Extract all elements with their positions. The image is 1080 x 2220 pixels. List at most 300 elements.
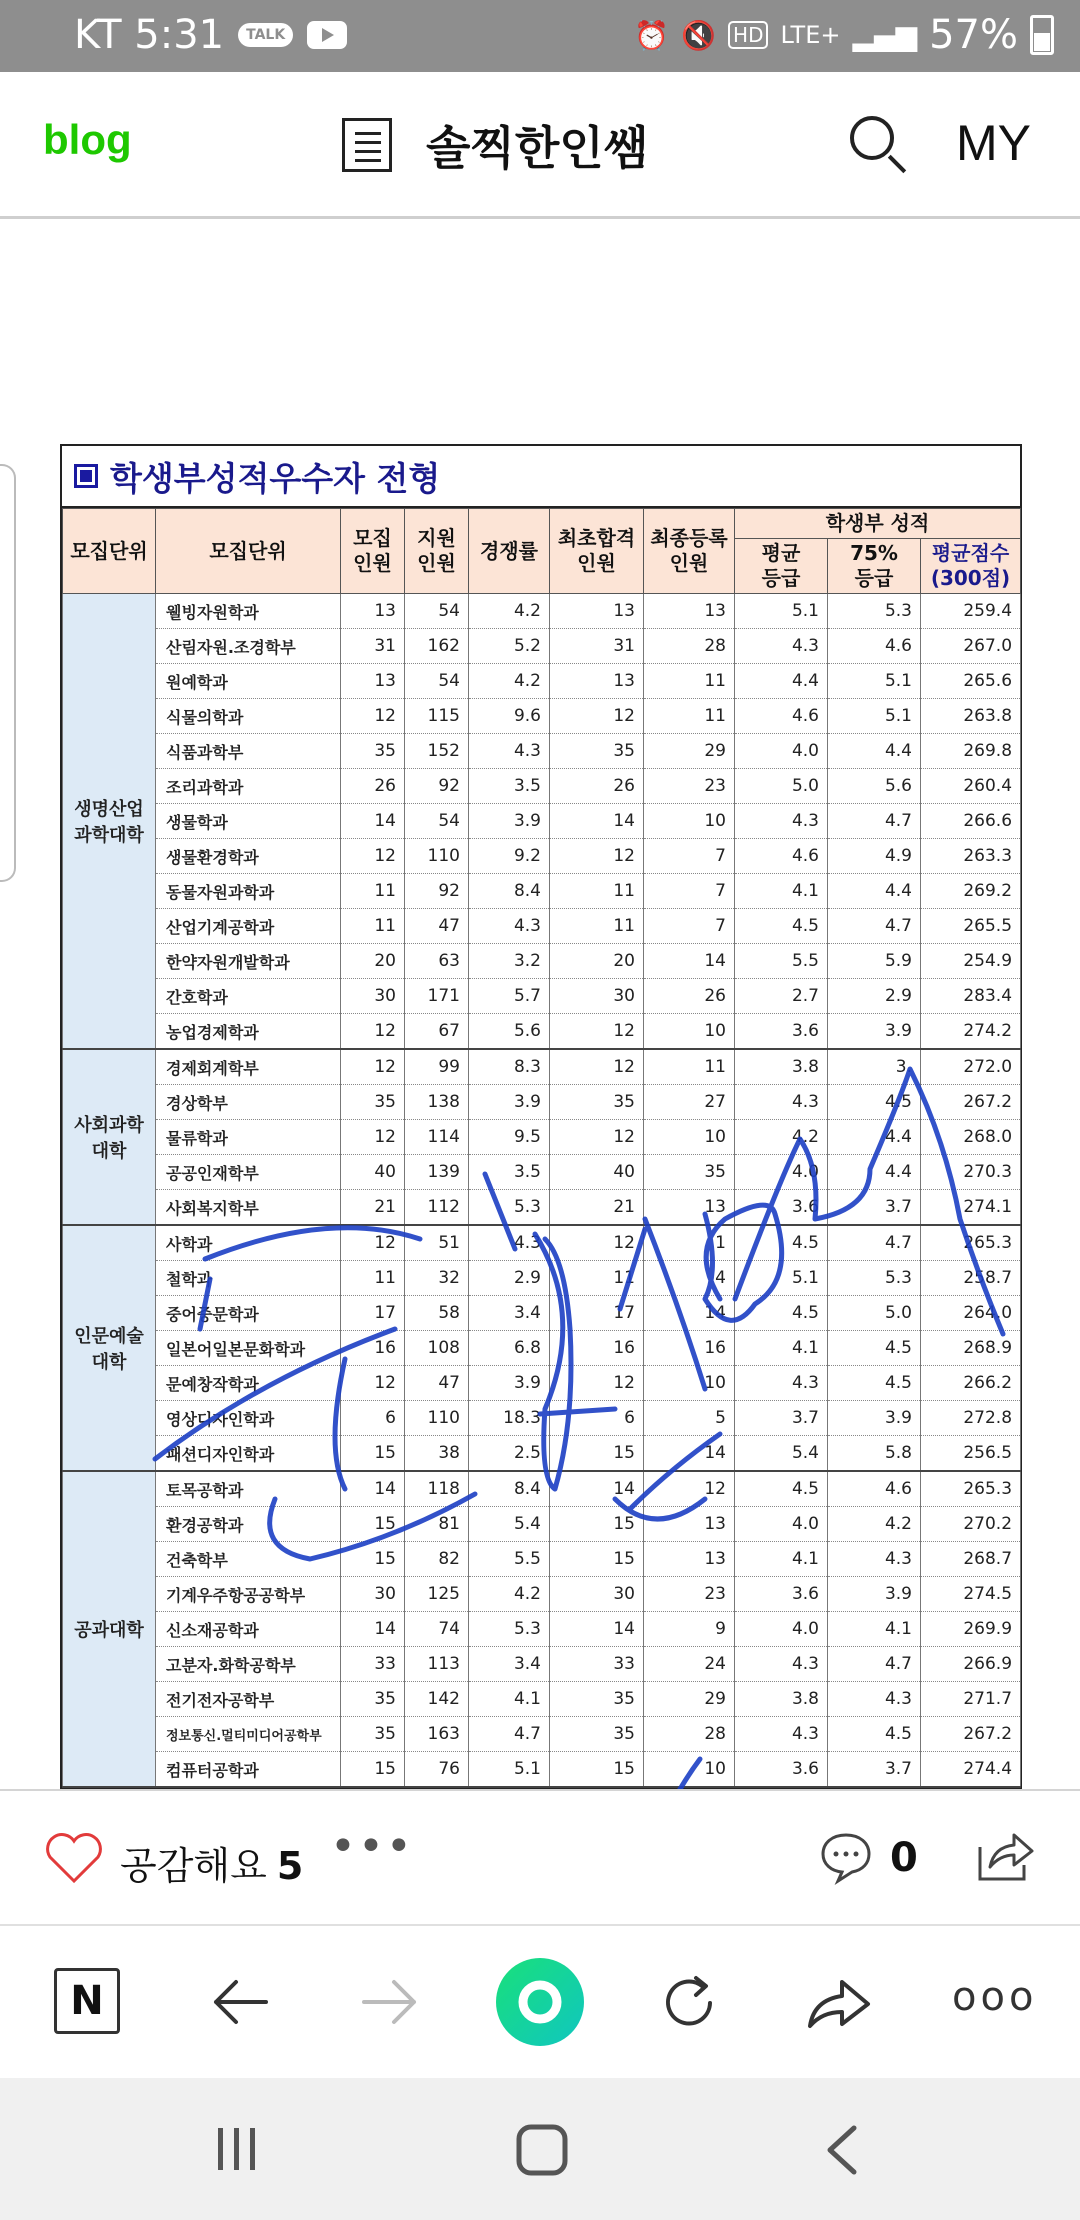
table-row <box>63 1049 1021 1085</box>
value-cell: 2.7 <box>735 979 828 1014</box>
value-cell: 14 <box>644 1296 735 1331</box>
my-button[interactable]: MY <box>956 115 1031 171</box>
value-cell: 10 <box>644 1752 735 1788</box>
value-cell: 35 <box>644 1155 735 1190</box>
header-ratio: 경쟁률 <box>469 509 550 594</box>
value-cell: 3.8 <box>735 1049 828 1085</box>
value-cell: 15 <box>341 1542 405 1577</box>
value-cell: 35 <box>341 1717 405 1752</box>
dept-cell: 중어중문학과 <box>156 1296 341 1331</box>
value-cell: 3.8 <box>735 1682 828 1717</box>
value-cell: 11 <box>341 874 405 909</box>
value-cell: 4.3 <box>735 1717 828 1752</box>
dept-cell: 식품과학부 <box>156 734 341 769</box>
value-cell: 29 <box>644 734 735 769</box>
value-cell: 35 <box>341 1682 405 1717</box>
value-cell: 266.6 <box>921 804 1021 839</box>
value-cell: 67 <box>405 1014 469 1050</box>
value-cell: 4.7 <box>828 1647 921 1682</box>
search-icon[interactable] <box>850 116 894 160</box>
value-cell: 3.6 <box>735 1752 828 1788</box>
table-row <box>63 1647 1021 1682</box>
value-cell: 15 <box>550 1436 644 1472</box>
value-cell: 8.3 <box>469 1049 550 1085</box>
value-cell: 4.3 <box>735 804 828 839</box>
value-cell: 5.9 <box>828 944 921 979</box>
value-cell: 269.2 <box>921 874 1021 909</box>
value-cell: 4.2 <box>469 1577 550 1612</box>
value-cell: 15 <box>341 1507 405 1542</box>
dept-cell: 생물학과 <box>156 804 341 839</box>
value-cell: 7 <box>644 874 735 909</box>
value-cell: 12 <box>341 1120 405 1155</box>
dept-cell: 고분자.화학공학부 <box>156 1647 341 1682</box>
value-cell: 38 <box>405 1436 469 1472</box>
value-cell: 10 <box>644 1014 735 1050</box>
value-cell: 4.3 <box>828 1542 921 1577</box>
comment-count: 0 <box>890 1835 918 1881</box>
table-row <box>63 1612 1021 1647</box>
value-cell: 283.4 <box>921 979 1021 1014</box>
value-cell: 4.3 <box>469 1225 550 1261</box>
value-cell: 5.5 <box>469 1542 550 1577</box>
value-cell: 11 <box>550 909 644 944</box>
value-cell: 3.6 <box>735 1577 828 1612</box>
value-cell: 5.1 <box>735 1261 828 1296</box>
value-cell: 16 <box>644 1331 735 1366</box>
value-cell: 35 <box>550 734 644 769</box>
value-cell: 139 <box>405 1155 469 1190</box>
value-cell: 4.1 <box>828 1612 921 1647</box>
dept-cell: 경상학부 <box>156 1085 341 1120</box>
value-cell: 4.7 <box>469 1717 550 1752</box>
value-cell: 5.4 <box>735 1436 828 1472</box>
value-cell: 11 <box>341 909 405 944</box>
value-cell: 1 <box>644 1225 735 1261</box>
like-count: 5 <box>276 1844 304 1888</box>
dept-cell: 건축학부 <box>156 1542 341 1577</box>
naver-home-button[interactable] <box>54 1968 120 2034</box>
value-cell: 4.1 <box>735 874 828 909</box>
table-row <box>63 629 1021 664</box>
value-cell: 3.9 <box>469 1085 550 1120</box>
value-cell: 15 <box>550 1542 644 1577</box>
dept-cell: 신소재공학과 <box>156 1612 341 1647</box>
value-cell: 12 <box>341 839 405 874</box>
dept-cell: 전기전자공학부 <box>156 1682 341 1717</box>
value-cell: 7 <box>644 839 735 874</box>
value-cell: 35 <box>550 1682 644 1717</box>
kakaotalk-icon: TALK <box>238 23 293 47</box>
value-cell: 4.5 <box>735 1296 828 1331</box>
value-cell: 40 <box>550 1155 644 1190</box>
value-cell: 12 <box>341 1014 405 1050</box>
value-cell: 4.0 <box>735 1612 828 1647</box>
value-cell: 110 <box>405 1401 469 1436</box>
value-cell: 266.9 <box>921 1647 1021 1682</box>
header-college: 모집단위 <box>63 509 156 594</box>
youtube-icon <box>307 21 347 49</box>
value-cell: 9 <box>644 1612 735 1647</box>
like-label: 공감해요 <box>120 1844 267 1888</box>
value-cell: 15 <box>550 1507 644 1542</box>
value-cell: 13 <box>644 594 735 629</box>
table-row <box>63 1085 1021 1120</box>
value-cell: 92 <box>405 874 469 909</box>
like-button[interactable] <box>120 1835 303 1890</box>
value-cell: 23 <box>644 769 735 804</box>
table-row <box>63 1190 1021 1226</box>
table-row <box>63 1542 1021 1577</box>
value-cell: 3.9 <box>828 1577 921 1612</box>
status-bar <box>0 0 1080 72</box>
value-cell: 266.2 <box>921 1366 1021 1401</box>
value-cell: 4.0 <box>735 734 828 769</box>
value-cell: 4.6 <box>828 629 921 664</box>
dept-cell: 생물환경학과 <box>156 839 341 874</box>
value-cell: 125 <box>405 1577 469 1612</box>
side-handle[interactable] <box>0 464 16 882</box>
recent-apps-icon[interactable] <box>212 2124 262 2174</box>
header-avg-grade: 평균 등급 <box>735 539 828 594</box>
value-cell: 110 <box>405 839 469 874</box>
blog-logo[interactable]: blog <box>43 116 132 163</box>
value-cell: 31 <box>341 629 405 664</box>
value-cell: 3.5 <box>469 769 550 804</box>
square-bullet-icon <box>74 464 98 488</box>
value-cell: 3.7 <box>735 1401 828 1436</box>
value-cell: 14 <box>644 944 735 979</box>
value-cell: 11 <box>644 664 735 699</box>
hd-voice-icon: HD <box>728 21 768 49</box>
share-icon[interactable] <box>974 1827 1036 1885</box>
table-row <box>63 804 1021 839</box>
value-cell: 14 <box>550 1612 644 1647</box>
value-cell: 4.5 <box>828 1085 921 1120</box>
value-cell: 17 <box>341 1296 405 1331</box>
value-cell: 4.4 <box>828 1155 921 1190</box>
value-cell: 267.0 <box>921 629 1021 664</box>
value-cell: 13 <box>550 594 644 629</box>
dept-cell: 철학과 <box>156 1261 341 1296</box>
value-cell: 265.3 <box>921 1471 1021 1507</box>
value-cell: 4.7 <box>828 804 921 839</box>
value-cell: 4.3 <box>469 734 550 769</box>
value-cell: 99 <box>405 1049 469 1085</box>
dept-cell: 일본어일본문화학과 <box>156 1331 341 1366</box>
forward-arrow-icon[interactable] <box>360 1974 420 2030</box>
value-cell: 6.8 <box>469 1331 550 1366</box>
value-cell: 254.9 <box>921 944 1021 979</box>
value-cell: 258.7 <box>921 1261 1021 1296</box>
value-cell: 4.3 <box>735 1085 828 1120</box>
dept-cell: 패션디자인학과 <box>156 1436 341 1472</box>
value-cell: 3.5 <box>469 1155 550 1190</box>
value-cell: 4 <box>644 1261 735 1296</box>
browser-toolbar <box>0 1924 1080 2080</box>
value-cell: 6 <box>341 1401 405 1436</box>
dept-cell: 환경공학과 <box>156 1507 341 1542</box>
value-cell: 31 <box>550 629 644 664</box>
dept-cell: 컴퓨터공학과 <box>156 1752 341 1788</box>
value-cell: 268.7 <box>921 1542 1021 1577</box>
value-cell: 4.5 <box>735 1471 828 1507</box>
value-cell: 13 <box>341 594 405 629</box>
value-cell: 21 <box>550 1190 644 1226</box>
value-cell: 112 <box>405 1190 469 1226</box>
value-cell: 4.5 <box>828 1366 921 1401</box>
more-options-icon[interactable]: ••• <box>330 1821 414 1872</box>
table-row <box>63 1752 1021 1788</box>
value-cell: 28 <box>644 629 735 664</box>
table-row <box>63 734 1021 769</box>
value-cell: 10 <box>644 804 735 839</box>
value-cell: 54 <box>405 664 469 699</box>
value-cell: 6 <box>550 1401 644 1436</box>
table-row <box>63 1225 1021 1261</box>
value-cell: 162 <box>405 629 469 664</box>
signal-icon: ▂▄▆ <box>852 18 918 52</box>
value-cell: 3.4 <box>469 1647 550 1682</box>
table-row <box>63 1296 1021 1331</box>
value-cell: 272.8 <box>921 1401 1021 1436</box>
value-cell: 113 <box>405 1647 469 1682</box>
value-cell: 30 <box>341 979 405 1014</box>
post-content <box>0 219 1080 1789</box>
value-cell: 26 <box>341 769 405 804</box>
value-cell: 4.2 <box>469 664 550 699</box>
value-cell: 4.1 <box>735 1331 828 1366</box>
value-cell: 47 <box>405 909 469 944</box>
value-cell: 4.4 <box>828 734 921 769</box>
value-cell: 270.3 <box>921 1155 1021 1190</box>
value-cell: 14 <box>550 1471 644 1507</box>
header-avg-score: 평균점수 (300점) <box>921 539 1021 594</box>
value-cell: 270.2 <box>921 1507 1021 1542</box>
value-cell: 114 <box>405 1120 469 1155</box>
value-cell: 14 <box>341 1612 405 1647</box>
value-cell: 35 <box>341 734 405 769</box>
system-nav-bar <box>0 2078 1080 2220</box>
value-cell: 274.2 <box>921 1014 1021 1050</box>
value-cell: 3.9 <box>469 804 550 839</box>
value-cell: 138 <box>405 1085 469 1120</box>
table-row <box>63 839 1021 874</box>
college-cell: 인문예술 대학 <box>63 1225 156 1471</box>
value-cell: 4.5 <box>828 1331 921 1366</box>
value-cell: 265.6 <box>921 664 1021 699</box>
value-cell: 5.3 <box>828 594 921 629</box>
value-cell: 3.7 <box>828 1190 921 1226</box>
value-cell: 81 <box>405 1507 469 1542</box>
value-cell: 4.0 <box>735 1155 828 1190</box>
value-cell: 16 <box>550 1331 644 1366</box>
value-cell: 9.6 <box>469 699 550 734</box>
value-cell: 11 <box>550 874 644 909</box>
value-cell: 12 <box>550 839 644 874</box>
value-cell: 14 <box>550 804 644 839</box>
dept-cell: 원예학과 <box>156 664 341 699</box>
value-cell: 13 <box>341 664 405 699</box>
table-row <box>63 1155 1021 1190</box>
value-cell: 5.3 <box>469 1612 550 1647</box>
value-cell: 40 <box>341 1155 405 1190</box>
value-cell: 76 <box>405 1752 469 1788</box>
refresh-icon[interactable] <box>656 1970 722 2036</box>
share-arrow-icon[interactable] <box>804 1972 874 2032</box>
value-cell: 5.4 <box>469 1507 550 1542</box>
value-cell: 8.4 <box>469 1471 550 1507</box>
comment-icon[interactable] <box>818 1829 874 1885</box>
table-row <box>63 769 1021 804</box>
table-title: 학생부성적우수자 전형 <box>110 458 441 498</box>
value-cell: 274.4 <box>921 1752 1021 1788</box>
value-cell: 12 <box>341 1366 405 1401</box>
clock: KT 5:31 <box>74 12 225 58</box>
value-cell: 5.2 <box>469 629 550 664</box>
value-cell: 9.2 <box>469 839 550 874</box>
value-cell: 4.2 <box>828 1507 921 1542</box>
value-cell: 54 <box>405 804 469 839</box>
value-cell: 263.8 <box>921 699 1021 734</box>
value-cell: 54 <box>405 594 469 629</box>
browser-more-icon[interactable]: ooo <box>952 1974 1038 2020</box>
value-cell: 3.9 <box>828 1014 921 1050</box>
value-cell: 33 <box>550 1647 644 1682</box>
value-cell: 4.6 <box>828 1471 921 1507</box>
value-cell: 20 <box>341 944 405 979</box>
table-row <box>63 1577 1021 1612</box>
value-cell: 3.4 <box>469 1296 550 1331</box>
naver-n-icon: N <box>70 1978 104 2024</box>
value-cell: 4.5 <box>828 1717 921 1752</box>
value-cell: 267.2 <box>921 1717 1021 1752</box>
value-cell: 11 <box>644 699 735 734</box>
value-cell: 9.5 <box>469 1120 550 1155</box>
value-cell: 5.1 <box>828 699 921 734</box>
value-cell: 4.1 <box>469 1682 550 1717</box>
value-cell: 28 <box>644 1717 735 1752</box>
value-cell: 12 <box>550 1120 644 1155</box>
value-cell: 4.6 <box>735 839 828 874</box>
dept-cell: 정보통신.멀티미디어공학부 <box>156 1717 341 1752</box>
value-cell: 4.7 <box>828 1225 921 1261</box>
dept-cell: 사회복지학부 <box>156 1190 341 1226</box>
value-cell: 30 <box>550 1577 644 1612</box>
value-cell: 3.9 <box>469 1366 550 1401</box>
value-cell: 4.4 <box>735 664 828 699</box>
value-cell: 268.0 <box>921 1120 1021 1155</box>
home-icon[interactable] <box>514 2122 570 2178</box>
table-row <box>63 1471 1021 1507</box>
value-cell: 3.6 <box>735 1190 828 1226</box>
value-cell: 13 <box>644 1542 735 1577</box>
value-cell: 272.0 <box>921 1049 1021 1085</box>
blog-title[interactable]: 솔찍한인쌤 <box>426 121 649 175</box>
value-cell: 12 <box>550 1014 644 1050</box>
value-cell: 14 <box>644 1436 735 1472</box>
value-cell: 4.2 <box>735 1120 828 1155</box>
value-cell: 8.4 <box>469 874 550 909</box>
value-cell: 269.9 <box>921 1612 1021 1647</box>
value-cell: 12 <box>341 699 405 734</box>
value-cell: 24 <box>644 1647 735 1682</box>
battery-icon <box>1030 15 1054 55</box>
table-row <box>63 1507 1021 1542</box>
list-icon[interactable] <box>342 118 392 172</box>
blog-header <box>0 72 1080 219</box>
header-dept: 모집단위 <box>156 509 341 594</box>
dept-cell: 동물자원과학과 <box>156 874 341 909</box>
value-cell: 12 <box>644 1471 735 1507</box>
value-cell: 4.3 <box>735 1647 828 1682</box>
dept-cell: 웰빙자원학과 <box>156 594 341 629</box>
value-cell: 26 <box>644 979 735 1014</box>
value-cell: 260.4 <box>921 769 1021 804</box>
value-cell: 5.0 <box>828 1296 921 1331</box>
value-cell: 5.1 <box>469 1752 550 1788</box>
value-cell: 4.5 <box>735 1225 828 1261</box>
value-cell: 4.3 <box>735 629 828 664</box>
dept-cell: 영상디자인학과 <box>156 1401 341 1436</box>
battery-percent: 57% <box>929 12 1018 58</box>
green-dot-icon[interactable] <box>494 1956 586 2048</box>
dept-cell: 조리과학과 <box>156 769 341 804</box>
value-cell: 15 <box>550 1752 644 1788</box>
value-cell: 4.1 <box>735 1542 828 1577</box>
header-grade75: 75% 등급 <box>828 539 921 594</box>
value-cell: 2.9 <box>469 1261 550 1296</box>
mute-icon: 🔇 <box>681 18 717 52</box>
header-grade-group: 학생부 성적 <box>735 509 1021 539</box>
value-cell: 26 <box>550 769 644 804</box>
admission-table-image <box>60 444 1022 1790</box>
value-cell: 10 <box>644 1120 735 1155</box>
back-arrow-icon[interactable] <box>210 1974 270 2030</box>
dept-cell: 사학과 <box>156 1225 341 1261</box>
value-cell: 12 <box>341 1049 405 1085</box>
value-cell: 47 <box>405 1366 469 1401</box>
value-cell: 265.3 <box>921 1225 1021 1261</box>
value-cell: 263.3 <box>921 839 1021 874</box>
value-cell: 51 <box>405 1225 469 1261</box>
header-first-pass: 최초합격 인원 <box>550 509 644 594</box>
dept-cell: 문예창작학과 <box>156 1366 341 1401</box>
value-cell: 163 <box>405 1717 469 1752</box>
value-cell: 118 <box>405 1471 469 1507</box>
value-cell: 14 <box>341 804 405 839</box>
system-back-icon[interactable] <box>822 2124 862 2176</box>
value-cell: 2.9 <box>828 979 921 1014</box>
value-cell: 5.7 <box>469 979 550 1014</box>
table-row <box>63 1261 1021 1296</box>
value-cell: 17 <box>550 1296 644 1331</box>
value-cell: 4.3 <box>735 1366 828 1401</box>
value-cell: 3.2 <box>469 944 550 979</box>
dept-cell: 토목공학과 <box>156 1471 341 1507</box>
value-cell: 108 <box>405 1331 469 1366</box>
heart-icon[interactable] <box>44 1831 104 1885</box>
dept-cell: 산업기계공학과 <box>156 909 341 944</box>
value-cell: 4.4 <box>828 874 921 909</box>
value-cell: 35 <box>550 1085 644 1120</box>
value-cell: 12 <box>341 1225 405 1261</box>
value-cell: 4.7 <box>828 909 921 944</box>
table-row <box>63 699 1021 734</box>
dept-cell: 물류학과 <box>156 1120 341 1155</box>
value-cell: 32 <box>405 1261 469 1296</box>
value-cell: 115 <box>405 699 469 734</box>
